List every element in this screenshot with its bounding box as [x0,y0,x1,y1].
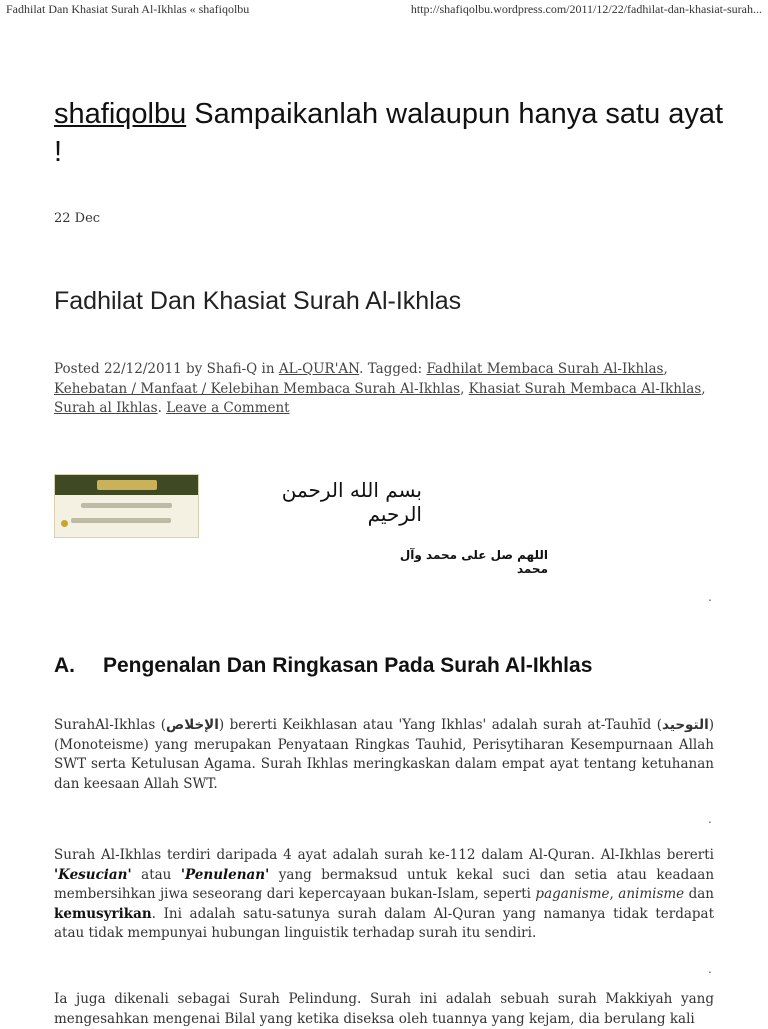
paragraph-3: Ia juga dikenali sebagai Surah Pelindung. Surah ini adalah sebuah surah Makkiyah yang mengesahkan mengenai Bilal yang ketika diseksa oleh tuannya yang kejam, dia berulang kali [54,991,714,1027]
para-text: . Ini adalah satu-satunya surah dalam Al-Quran yang namanya tidak terdapat atau tidak mempunyai hubungan linguistik terhadap surah itu sendiri. [54,905,714,941]
para-text: ) bererti Keikhlasan atau 'Yang Ikhlas' adalah surah at-Tauhīd ( [218,717,663,733]
section-title: Pengenalan Dan Ringkasan Pada Surah Al-Ikhlas [103,654,593,677]
print-header-title: Fadhilat Dan Khasiat Surah Al-Ikhlas « shafiqolbu [6,2,250,16]
category-link[interactable]: AL-QUR'AN [278,361,360,377]
tag-link[interactable]: Khasiat Surah Membaca Al-Ikhlas [468,380,702,397]
italic-term: paganisme [535,886,610,902]
page-title: Fadhilat Dan Khasiat Surah Al-Ikhlas [54,287,462,315]
bold-term: 'Kesucian' [54,866,132,883]
surah-ikhlas-image[interactable] [54,474,199,538]
salawat: اللهم صل على محمد وآل محمد [399,548,548,576]
para-text: SurahAl-Ikhlas ( [54,717,167,733]
posted-text: Posted 22/12/2011 by Shafi-Q in [54,361,275,377]
arabic-word: التوحيد [662,717,709,733]
bold-term: 'Penulenan' [180,866,270,883]
para-text: dan [688,886,714,902]
para-text: ) (Monoteisme) yang merupakan Penyataan Ringkas Tauhid, Perisytiharan Kesempurnaan Allah SWT serta Ketulusan Agama. Surah Ikhlas meringkaskan dalam empat ayat tentang ketuhanan dan keesaan Allah SWT. [54,717,715,792]
site-tagline: Sampaikanlah walaupun hanya satu ayat ! [54,98,724,168]
para-text: Surah Al-Ikhlas terdiri daripada 4 ayat adalah surah ke-112 dalam Al-Quran. Al-Ikhlas bererti [54,847,714,863]
section-heading [54,654,592,678]
leave-comment-link[interactable]: Leave a Comment [166,400,290,416]
print-header [6,2,762,17]
tagged-label: Tagged: [367,361,423,377]
image-header-band [55,475,198,495]
separator-dot: . [708,962,712,976]
tag-link[interactable]: Surah al Ikhlas [54,400,158,416]
site-name-link[interactable]: shafiqolbu [54,98,187,130]
basmalah: بسم الله الرحمن الرحيم [281,478,422,526]
post-date: 22 Dec [54,211,101,226]
paragraph-2 [54,846,714,944]
para-text: yang bermaksud untuk kekal suci dan setia atau keadaan membersihkan jiwa seseorang dari kepercayaan bukan-Islam, seperti [54,866,715,902]
separator-dot: . [708,590,712,604]
print-header-url: http://shafiqolbu.wordpress.com/2011/12/22/fadhilat-dan-khasiat-surah... [410,2,762,16]
italic-term: animisme [618,886,685,902]
separator-dot: . [708,812,712,826]
image-verse-lines [55,495,198,538]
bold-term: kemusyrikan [54,905,152,922]
para-text: , [609,886,614,902]
tag-link[interactable]: Fadhilat Membaca Surah Al-Ikhlas [426,361,664,377]
para-text: atau [141,866,172,883]
site-title [54,95,734,171]
tag-link[interactable]: Kehebatan / Manfaat / Kelebihan Membaca Surah Al-Ikhlas [54,380,461,397]
arabic-word: الإخلاص [166,717,219,733]
post-meta: Posted 22/12/2011 by Shafi-Q in AL-QUR'AN. Tagged: Fadhilat Membaca Surah Al-Ikhlas, Kehebatan / Manfaat / Kelebihan Membaca Surah Al-Ikhlas, Khasiat Surah Membaca Al-Ikhlas, Surah al Ikhlas. Leave a Comment [54,361,706,416]
section-number: A. [54,654,75,677]
paragraph-1 [54,716,714,794]
